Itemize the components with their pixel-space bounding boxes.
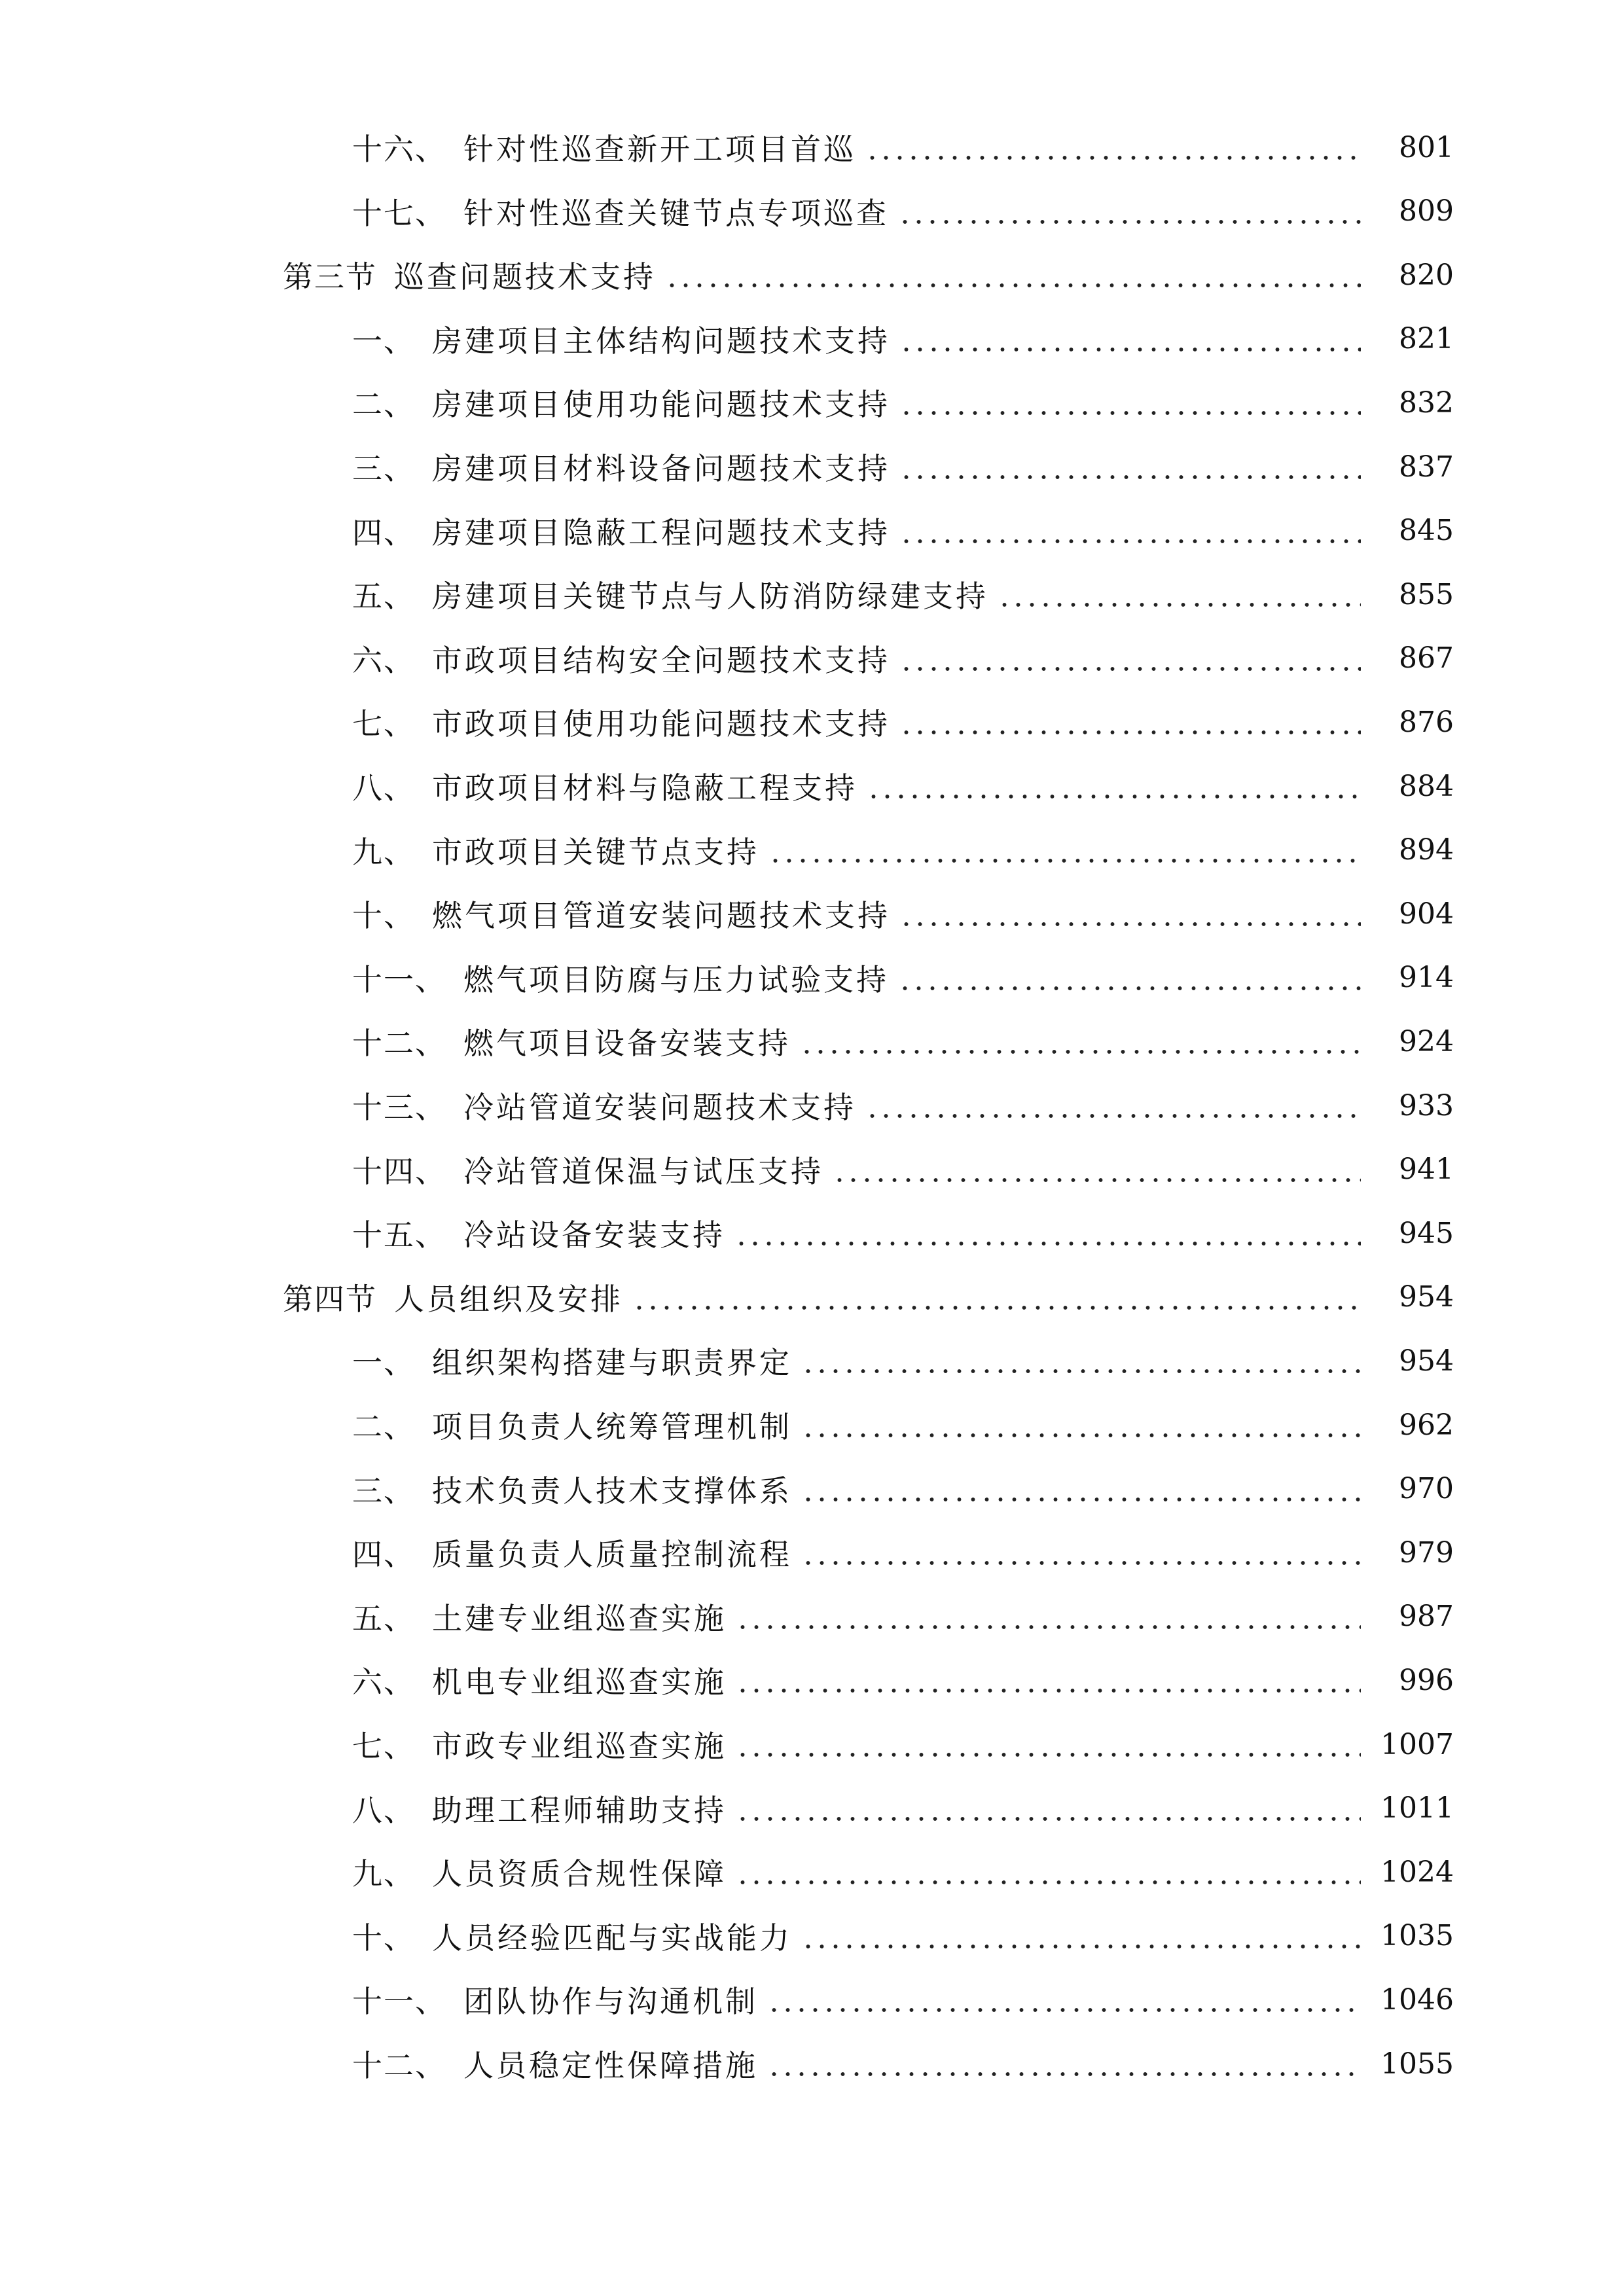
toc-entry[interactable] [0,755,1624,817]
toc-entry-title: 冷站设备安装支持 [463,1217,725,1253]
toc-entry-number: 七、 [352,706,415,742]
dot-leader [768,835,1361,865]
toc-entry-page-number: 987 [1399,1600,1454,1634]
toc-entry-page-number: 837 [1399,450,1454,484]
toc-entry-title: 人员稳定性保障措施 [463,2048,758,2083]
toc-entry-page-number: 962 [1399,1408,1454,1442]
toc-entry-title: 冷站管道保温与试压支持 [463,1153,823,1189]
toc-entry-number: 十七、 [352,195,446,231]
toc-entry-page-number: 1024 [1380,1855,1454,1889]
toc-entry-number: 九、 [352,834,415,870]
toc-entry-page-number: 1007 [1380,1727,1454,1761]
dot-leader [736,1665,1361,1695]
toc-entry-page-number: 884 [1399,769,1454,803]
toc-entry[interactable] [0,1138,1624,1201]
toc-entry-page-number: 855 [1399,577,1454,611]
toc-entry-page-number: 867 [1399,641,1454,675]
toc-entry-title: 土建专业组巡查实施 [432,1600,727,1636]
dot-leader [665,260,1361,290]
toc-entry-page-number: 924 [1399,1024,1454,1058]
dot-leader [899,452,1361,482]
toc-entry[interactable] [0,1585,1624,1648]
toc-entry-number: 六、 [352,642,415,678]
toc-entry-number: 十二、 [352,1026,446,1062]
toc-entry-number: 十四、 [352,1153,446,1189]
toc-entry-page-number: 876 [1399,705,1454,739]
toc-entry-number: 一、 [352,323,415,359]
toc-entry-title: 人员资质合规性保障 [432,1856,727,1892]
toc-entry-number: 第四节 [283,1281,377,1317]
toc-entry-title: 针对性巡查关键节点专项巡查 [463,195,889,231]
toc-entry-number: 三、 [352,451,415,486]
toc-entry-title: 房建项目关键节点与人防消防绿建支持 [432,579,988,615]
toc-entry-title: 房建项目隐蔽工程问题技术支持 [432,514,890,550]
toc-entry-title: 市政项目材料与隐蔽工程支持 [432,770,857,806]
dot-leader [898,196,1361,226]
toc-entry-page-number: 1035 [1380,1919,1454,1953]
dot-leader [801,1921,1361,1951]
dot-leader [736,1857,1361,1887]
toc-entry-page-number: 945 [1399,1216,1454,1250]
toc-entry-title: 房建项目主体结构问题技术支持 [432,323,890,359]
dot-leader [898,963,1361,993]
toc-entry-title: 冷站管道安装问题技术支持 [463,1090,856,1125]
toc-entry-title: 市政项目结构安全问题技术支持 [432,642,890,678]
toc-entry-number: 七、 [352,1729,415,1764]
toc-entry-number: 二、 [352,387,415,423]
dot-leader [865,132,1361,162]
toc-entry-page-number: 970 [1399,1472,1454,1506]
toc-entry[interactable] [0,371,1624,434]
toc-entry[interactable] [0,882,1624,945]
toc-entry-number: 六、 [352,1664,415,1700]
toc-entry[interactable] [0,435,1624,498]
dot-leader [899,516,1361,546]
dot-leader [801,1410,1361,1440]
toc-entry-page-number: 1046 [1380,1982,1454,2017]
toc-entry-title: 组织架构搭建与职责界定 [432,1345,792,1381]
toc-entry-number: 十五、 [352,1217,446,1253]
toc-entry-title: 市政专业组巡查实施 [432,1729,727,1764]
dot-leader [867,771,1361,801]
toc-entry[interactable] [0,1905,1624,1967]
toc-entry-number: 一、 [352,1345,415,1381]
toc-entry-number: 第三节 [283,259,377,295]
toc-entry[interactable] [0,308,1624,370]
dot-leader [736,1602,1361,1632]
toc-entry-number: 四、 [352,1537,415,1573]
toc-entry-title: 助理工程师辅助支持 [432,1792,727,1828]
toc-entry-title: 人员组织及安排 [394,1281,623,1317]
dot-leader [767,2049,1361,2079]
toc-entry-number: 四、 [352,514,415,550]
dot-leader [736,1793,1361,1823]
toc-entry-number: 二、 [352,1409,415,1444]
toc-entry[interactable] [0,1649,1624,1712]
toc-entry[interactable] [0,1010,1624,1073]
toc-entry-number: 九、 [352,1856,415,1892]
toc-entry-number: 十三、 [352,1090,446,1125]
toc-entry-title: 市政项目关键节点支持 [432,834,759,870]
toc-entry-title: 燃气项目防腐与压力试验支持 [463,961,889,997]
dot-leader [833,1155,1361,1185]
toc-entry[interactable] [0,1393,1624,1456]
toc-entry-title: 质量负责人质量控制流程 [432,1537,792,1573]
dot-leader [899,324,1361,354]
toc-entry-page-number: 820 [1399,258,1454,292]
toc-entry[interactable] [0,1777,1624,1840]
toc-entry-page-number: 894 [1399,833,1454,867]
toc-entry-page-number: 954 [1399,1280,1454,1314]
dot-leader [632,1282,1361,1312]
toc-entry-number: 五、 [352,1600,415,1636]
toc-entry-page-number: 996 [1399,1663,1454,1697]
dot-leader [801,1474,1361,1504]
toc-entry-page-number: 979 [1399,1535,1454,1570]
toc-entry-title: 燃气项目设备安装支持 [463,1026,791,1062]
dot-leader [899,707,1361,737]
toc-entry[interactable] [0,1074,1624,1137]
toc-entry-page-number: 941 [1399,1153,1454,1187]
dot-leader [998,579,1361,609]
toc-entry-number: 十一、 [352,1984,446,2020]
toc-entry[interactable] [0,946,1624,1009]
toc-entry-title: 团队协作与沟通机制 [463,1984,758,2020]
dot-leader [734,1218,1361,1248]
dot-leader [801,1346,1361,1376]
toc-entry[interactable] [0,627,1624,690]
toc-entry-number: 五、 [352,579,415,615]
toc-entry[interactable] [0,180,1624,243]
toc-entry[interactable] [0,2032,1624,2095]
dot-leader [865,1090,1361,1121]
dot-leader [899,899,1361,929]
toc-entry[interactable] [0,1521,1624,1584]
dot-leader [899,643,1361,673]
toc-entry[interactable] [0,819,1624,882]
toc-entry-title: 房建项目材料设备问题技术支持 [432,451,890,486]
toc-entry-title: 针对性巡查新开工项目首巡 [463,132,856,167]
toc-entry-title: 巡查问题技术支持 [394,259,656,295]
toc-entry-page-number: 845 [1399,514,1454,548]
toc-entry-title: 人员经验匹配与实战能力 [432,1920,792,1956]
toc-entry-page-number: 1055 [1380,2047,1454,2081]
dot-leader [800,1026,1361,1056]
toc-entry-title: 项目负责人统筹管理机制 [432,1409,792,1444]
toc-entry-number: 八、 [352,770,415,806]
toc-entry[interactable] [0,1202,1624,1265]
toc-entry-number: 十六、 [352,132,446,167]
dot-leader [736,1729,1361,1759]
toc-entry-title: 技术负责人技术支撑体系 [432,1473,792,1509]
toc-entry[interactable] [0,499,1624,562]
toc-entry-page-number: 954 [1399,1344,1454,1378]
toc-entry[interactable] [0,1329,1624,1392]
toc-entry-title: 机电专业组巡查实施 [432,1664,727,1700]
toc-entry-page-number: 832 [1399,386,1454,420]
toc-entry[interactable] [0,1968,1624,2031]
toc-entry-page-number: 801 [1399,130,1454,164]
toc-entry-page-number: 1011 [1380,1791,1454,1825]
toc-entry[interactable] [0,1458,1624,1520]
toc-entry-number: 十、 [352,1920,415,1956]
toc-entry-number: 八、 [352,1792,415,1828]
toc-entry-number: 十一、 [352,961,446,997]
toc-entry-title: 房建项目使用功能问题技术支持 [432,387,890,423]
dot-leader [801,1537,1361,1568]
toc-entry-page-number: 809 [1399,194,1454,228]
toc-entry-page-number: 933 [1399,1088,1454,1122]
toc-entry[interactable] [0,1840,1624,1903]
toc-entry[interactable] [0,1713,1624,1776]
toc-entry-page-number: 821 [1399,322,1454,356]
toc-entry-title: 市政项目使用功能问题技术支持 [432,706,890,742]
toc-entry-page-number: 904 [1399,897,1454,931]
dot-leader [899,387,1361,418]
toc-entry-number: 三、 [352,1473,415,1509]
toc-entry-title: 燃气项目管道安装问题技术支持 [432,898,890,934]
toc-entry[interactable] [0,116,1624,179]
dot-leader [767,1984,1361,2015]
toc-entry[interactable] [0,563,1624,626]
toc-entry-number: 十、 [352,898,415,934]
toc-entry-page-number: 914 [1399,961,1454,995]
toc-entry[interactable] [0,243,1624,306]
toc-entry[interactable] [0,691,1624,753]
toc-entry[interactable] [0,1266,1624,1329]
toc-entry-number: 十二、 [352,2048,446,2083]
